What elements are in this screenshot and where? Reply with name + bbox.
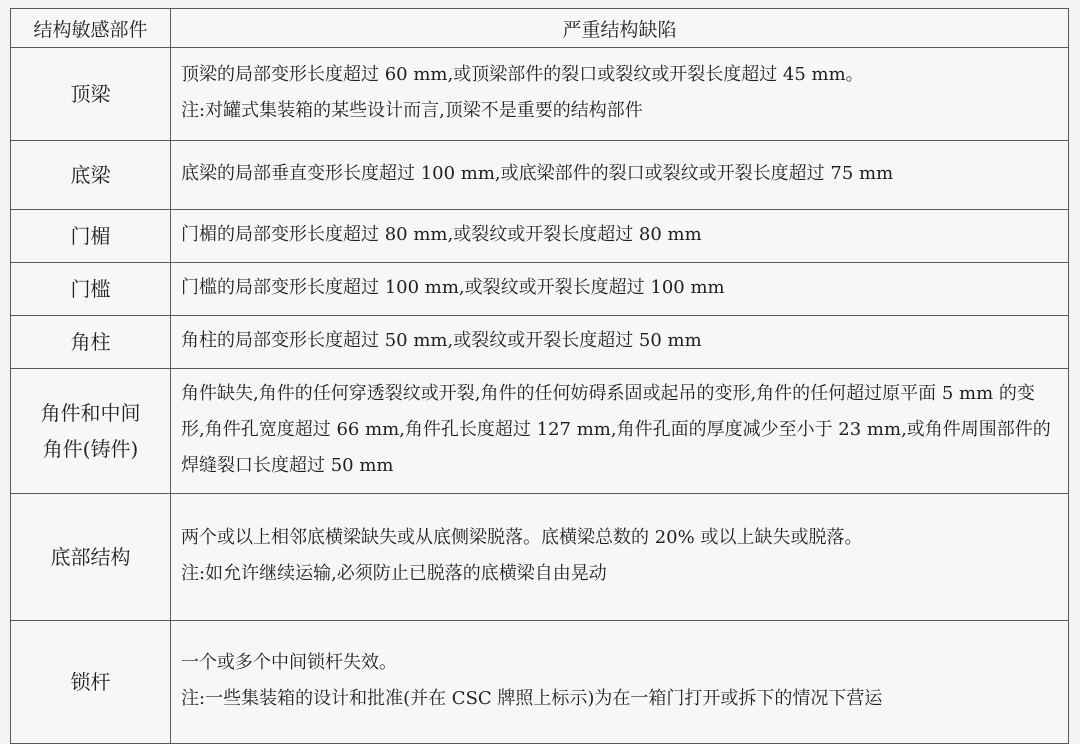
part-cell	[11, 621, 171, 744]
table-row	[11, 369, 1069, 494]
defect-cell	[171, 621, 1069, 744]
table-row	[11, 48, 1069, 141]
defect-text: 门楣的局部变形长度超过 80 mm,或裂纹或开裂长度超过 80 mm	[181, 224, 702, 245]
part-cell	[11, 263, 171, 316]
defect-text: 两个或以上相邻底横梁缺失或从底侧梁脱落。底横梁总数的 20% 或以上缺失或脱落。	[181, 527, 863, 548]
table-row	[11, 141, 1069, 210]
defect-text: 门槛的局部变形长度超过 100 mm,或裂纹或开裂长度超过 100 mm	[181, 277, 725, 298]
defect-text: 顶梁的局部变形长度超过 60 mm,或顶梁部件的裂口或裂纹或开裂长度超过 45 mm。	[181, 64, 864, 85]
table-row	[11, 210, 1069, 263]
part-cell	[11, 210, 171, 263]
part-label: 门楣	[70, 224, 111, 248]
part-cell	[11, 316, 171, 369]
defect-note: 注:如允许继续运输,必须防止已脱落的底横梁自由晃动	[181, 563, 607, 584]
part-cell	[11, 141, 171, 210]
part-label: 底梁	[70, 163, 111, 187]
defects-table	[10, 8, 1069, 744]
defect-cell	[171, 316, 1069, 369]
defect-note: 注:对罐式集装箱的某些设计而言,顶梁不是重要的结构部件	[181, 100, 643, 121]
defect-cell	[171, 369, 1069, 494]
defect-text: 底梁的局部垂直变形长度超过 100 mm,或底梁部件的裂口或裂纹或开裂长度超过 75 mm	[181, 163, 894, 184]
table-row	[11, 316, 1069, 369]
header-part: 结构敏感部件	[11, 9, 171, 48]
part-label: 锁杆	[70, 670, 111, 694]
part-label: 角件(铸件)	[42, 437, 139, 461]
table-row	[11, 494, 1069, 621]
part-cell	[11, 494, 171, 621]
part-label: 角件和中间	[40, 401, 141, 425]
table-row	[11, 263, 1069, 316]
part-cell	[11, 48, 171, 141]
part-label: 门槛	[70, 277, 111, 301]
header-defect: 严重结构缺陷	[171, 9, 1069, 48]
part-label: 顶梁	[70, 82, 111, 106]
defect-note: 注:一些集装箱的设计和批准(并在 CSC 牌照上标示)为在一箱门打开或拆下的情况下营运	[181, 688, 883, 709]
part-label: 底部结构	[50, 545, 131, 569]
defect-cell	[171, 494, 1069, 621]
part-label: 角柱	[70, 330, 111, 354]
part-cell	[11, 369, 171, 494]
defect-text: 一个或多个中间锁杆失效。	[181, 652, 397, 673]
table-header-row	[11, 9, 1069, 48]
defect-cell	[171, 210, 1069, 263]
defect-cell	[171, 263, 1069, 316]
defect-text: 角件缺失,角件的任何穿透裂纹或开裂,角件的任何妨碍系固或起吊的变形,角件的任何超过原平面 5 mm 的变形,角件孔宽度超过 66 mm,角件孔长度超过 127 mm,角件孔面的厚度减少至小于 23 mm,或角件周围部件的焊缝裂口长度超过 50 mm	[181, 383, 1051, 476]
defect-cell	[171, 48, 1069, 141]
defect-cell	[171, 141, 1069, 210]
defect-text: 角柱的局部变形长度超过 50 mm,或裂纹或开裂长度超过 50 mm	[181, 330, 702, 351]
table-row	[11, 621, 1069, 744]
